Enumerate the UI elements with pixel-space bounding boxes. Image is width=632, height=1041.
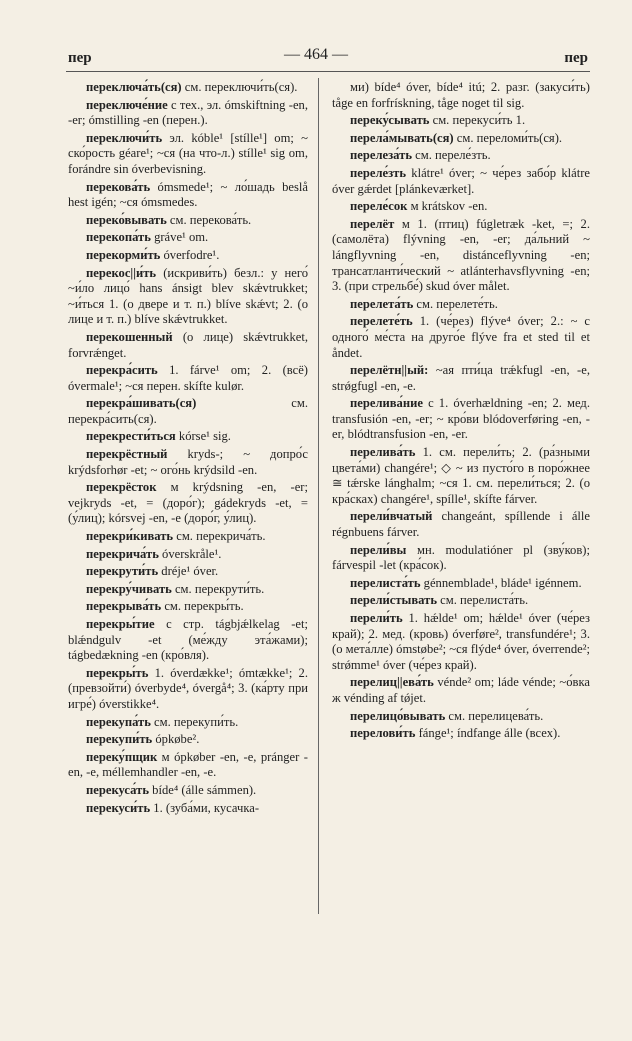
- column-divider: [318, 78, 319, 914]
- entry-definition: vénde² om; láde vénde; ~о́вка ж vénding af tǿjet.: [332, 675, 590, 705]
- entry-definition: см. перекупи́ть.: [154, 714, 239, 729]
- dictionary-entry: [68, 213, 308, 229]
- dictionary-entry: [68, 396, 308, 427]
- dictionary-entry: [68, 599, 308, 615]
- dictionary-entry: [68, 715, 308, 731]
- dictionary-entry: [68, 230, 308, 246]
- dictionary-entry: [68, 248, 308, 264]
- entry-headword: перекрути́ть: [86, 564, 159, 579]
- entry-definition: ópkøbe².: [155, 732, 200, 747]
- entry-definition: changeánt, spíllende i álle régnbuens fárver.: [332, 509, 590, 540]
- entry-headword: переключи́ть: [86, 130, 163, 145]
- entry-headword: перелицо́вывать: [350, 708, 446, 723]
- dictionary-entry: [332, 363, 590, 394]
- entry-definition: см. перекрути́ть.: [174, 581, 265, 596]
- left-column: [68, 80, 308, 818]
- entry-definition: с 1. óverhældning -en; 2. мед. transfusión -en, -er; ~ кро́ви blódoverføring -en, -er, blódtransfusion -en, -er.: [332, 396, 590, 442]
- entry-headword: перели́вы: [350, 542, 407, 557]
- left-running-headword: пер: [68, 50, 92, 66]
- entry-headword: перелива́ть: [350, 445, 416, 460]
- entry-definition: м krýdsning -en, -er; vejkryds -et, = (доро́г); gádekryds -et, = (у́лиц); kórsvej -en, -e (доро́г, у́лиц).: [68, 480, 308, 526]
- entry-definition: мн. modulatióner pl (зву́ков); fárvespil -let (кра́сок).: [332, 542, 590, 573]
- entry-definition: м 1. (птиц) fúgletræk -ket, =; 2. (самолёта) flývning -en, -er; да́льний ~ lángflyvning -en, distánceflyvning -en; трансатланти́ческий ~ atlánterhavsflyvning -en; 3. (при стрельбе́) skud óver målet.: [332, 216, 590, 294]
- entry-definition: м ópkøber -en, -e, pránger -en, -e, méllemhandler -en, -e.: [68, 749, 308, 780]
- dictionary-entry: [68, 447, 308, 478]
- entry-headword: переко́вывать: [86, 212, 167, 227]
- entry-definition: 1. (зуба́ми, кусачка-: [153, 800, 260, 815]
- entry-headword: перелётн||ый:: [350, 363, 429, 378]
- entry-headword: перекрести́ться: [86, 429, 176, 444]
- dictionary-entry: [332, 576, 590, 592]
- entry-definition: bíde⁴ (álle sámmen).: [152, 782, 257, 797]
- dictionary-entry: [332, 445, 590, 507]
- entry-definition: см. перелете́ть.: [416, 296, 498, 311]
- entry-definition: см. перекова́ть.: [169, 212, 252, 227]
- dictionary-entry: [332, 199, 590, 215]
- entry-headword: перекрёстный: [86, 447, 168, 462]
- entry-headword: перели́стывать: [350, 593, 437, 608]
- entry-headword: перекру́чивать: [86, 581, 172, 596]
- dictionary-entry: [332, 726, 590, 742]
- entry-definition: эл. kóble¹ [stílle¹] om; ~ ско́рость géare¹; ~ся (на что-л.) stílle¹ sig om, forándre sin óverbevisning.: [68, 130, 308, 176]
- entry-definition: óverfodre¹.: [163, 247, 220, 262]
- entry-headword: перелета́ть: [350, 296, 414, 311]
- entry-definition: см. перекры́ть.: [164, 599, 244, 614]
- dictionary-entry: [68, 529, 308, 545]
- entry-definition: см. перелицева́ть.: [448, 708, 544, 723]
- dictionary-entry: [68, 80, 308, 96]
- entry-definition: с тех., эл. ómskiftning -en, -er; ómstilling -en (перен.).: [68, 97, 308, 128]
- entry-headword: перекопа́ть: [86, 230, 151, 245]
- dictionary-entry: [332, 131, 590, 147]
- header-rule: [66, 71, 590, 72]
- entry-definition: см. переключи́ть(ся).: [184, 80, 298, 94]
- entry-definition: klátre¹ óver; ~ че́рез забо́р klátre óver gǽrdet [plánkeværket].: [332, 165, 590, 196]
- dictionary-entry: [68, 801, 308, 817]
- dictionary-entry: [332, 543, 590, 574]
- entry-headword: перела́мывать(ся): [350, 130, 454, 145]
- dictionary-entry: [68, 266, 308, 328]
- entry-definition: kórse¹ sig.: [178, 429, 231, 444]
- entry-headword: перекрича́ть: [86, 546, 159, 561]
- dictionary-entry: [332, 217, 590, 295]
- entry-headword: перелива́ние: [350, 396, 423, 411]
- entry-headword: перекрыва́ть: [86, 599, 162, 614]
- page-number: — 464 —: [284, 46, 348, 63]
- entry-headword: переку́пщик: [86, 749, 158, 764]
- entry-definition: см. переле́зть.: [415, 148, 491, 163]
- entry-definition: (искриви́ть) безл.: у него́ ~и́ло лицо́ hans ánsigt blev skǽvtrukket; ~и́ться 1. (о двере и т. п.) blíve skǽvt; 2. (о лице и т. п.) blíve skǽvtrukket.: [68, 265, 308, 327]
- entry-headword: перекра́сить: [86, 363, 158, 378]
- entry-definition: 1. см. перели́ть; 2. (ра́зными цвета́ми) changére¹; ◇ ~ из пусто́го в поро́жнее ≅ tǽrske lánghalm; ~ся 1. см. перели́ться; 2. (о кра́сках) changére¹, spílle¹, skífte fárver.: [332, 445, 590, 506]
- entry-headword: перекры́тие: [86, 617, 155, 631]
- entry-definition: 1. óverdække¹; ómtække¹; 2. (превзойти́) óverbyde⁴, óvergå⁴; 3. (ка́рту при игре́) óverstikke⁴.: [68, 665, 308, 711]
- entry-headword: перели́вчатый: [350, 509, 433, 524]
- dictionary-entry: [68, 180, 308, 211]
- dictionary-entry: [68, 480, 308, 527]
- entry-definition: dréje¹ óver.: [161, 564, 219, 579]
- entry-definition: óverskråle¹.: [162, 546, 222, 561]
- entry-headword: перекос||и́ть: [86, 265, 157, 280]
- entry-headword: перекуси́ть: [86, 800, 151, 815]
- entry-headword: перелови́ть: [350, 726, 416, 741]
- entry-headword: переле́зть: [350, 165, 407, 180]
- entry-headword: перекри́кивать: [86, 529, 174, 544]
- entry-headword: перекорми́ть: [86, 247, 161, 262]
- dictionary-entry: [332, 675, 590, 706]
- entry-definition: (о лице) skǽvtrukket, forvrǽnget.: [68, 329, 308, 360]
- entry-headword: переле́сок: [350, 199, 408, 214]
- dictionary-entry: [68, 547, 308, 563]
- entry-headword: перелиста́ть: [350, 575, 421, 590]
- dictionary-entry: [68, 783, 308, 799]
- dictionary-entry: [332, 314, 590, 361]
- dictionary-entry: [332, 396, 590, 443]
- entry-headword: перелете́ть: [350, 314, 413, 329]
- dictionary-entry: [332, 148, 590, 164]
- dictionary-entry: [332, 113, 590, 129]
- entry-definition: с стр. tágbjǽlkelag -et; blǽndgulv -et (ме́жду эта́жами); tágbedækning -en (кро́вля).: [68, 617, 308, 663]
- dictionary-entry: [68, 564, 308, 580]
- entry-definition: ми) bíde⁴ óver, bíde⁴ itú; 2. разг. (закуси́ть) tåge en forfrískning, tåge noget til sig.: [332, 80, 590, 110]
- entry-headword: перекова́ть: [86, 179, 151, 194]
- entry-definition: génnemblade¹, bláde¹ igénnem.: [423, 575, 582, 590]
- dictionary-entry: [332, 593, 590, 609]
- entry-headword: переключе́ние: [86, 97, 168, 112]
- dictionary-entry: [68, 617, 308, 664]
- dictionary-entry: [68, 429, 308, 445]
- entry-headword: перелеза́ть: [350, 148, 412, 163]
- right-running-headword: пер: [564, 50, 588, 66]
- entry-definition: см. переломи́ть(ся).: [456, 130, 563, 145]
- entry-headword: переключа́ть(ся): [86, 80, 182, 94]
- dictionary-entry: [332, 509, 590, 540]
- right-column: [332, 80, 590, 744]
- entry-definition: ómsmede¹; ~ ло́шадь beslå hest igén; ~ся ómsmedes.: [68, 179, 308, 210]
- entry-headword: переку́сывать: [350, 113, 430, 128]
- entry-headword: перелиц||ева́ть: [350, 675, 434, 690]
- dictionary-entry: [68, 363, 308, 394]
- entry-definition: ~ая пти́ца trǽkfugl -en, -e, strǿgfugl -en, -e.: [332, 363, 590, 393]
- dictionary-entry: [68, 750, 308, 781]
- dictionary-entry: [332, 297, 590, 313]
- entry-definition: gráve¹ om.: [154, 230, 209, 245]
- dictionary-entry: [332, 709, 590, 725]
- entry-definition: 1. fárve¹ om; 2. (всё) óvermale¹; ~ся перен. skífte kulør.: [68, 363, 309, 393]
- entry-headword: перекры́ть: [86, 665, 149, 680]
- entry-headword: перекрёсток: [86, 480, 157, 495]
- entry-headword: перекуса́ть: [86, 782, 149, 797]
- entry-headword: перекупи́ть: [86, 732, 153, 747]
- dictionary-entry: [332, 611, 590, 673]
- dictionary-entry: [68, 98, 308, 129]
- page-header: [0, 44, 632, 70]
- dictionary-entry: [68, 330, 308, 361]
- entry-definition: 1. (че́рез) flýve⁴ óver; 2.: ~ с одного́ ме́ста на друго́е flýve fra et sted til et åndet.: [332, 314, 591, 360]
- entry-headword: перекупа́ть: [86, 714, 151, 729]
- entry-definition: kryds-; ~ допро́с krýdsforhør -et; ~ ого́нь krýdsild -en.: [68, 447, 308, 477]
- entry-headword: перекра́шивать(ся): [86, 396, 197, 411]
- dictionary-entry: [68, 666, 308, 713]
- entry-definition: см. перелиста́ть.: [440, 593, 529, 608]
- entry-definition: м krátskov -en.: [410, 199, 488, 214]
- dictionary-entry: [68, 732, 308, 748]
- entry-headword: перели́ть: [350, 611, 403, 625]
- entry-headword: перелёт: [350, 216, 395, 231]
- dictionary-entry: [68, 582, 308, 598]
- entry-headword: перекошенный: [86, 329, 173, 344]
- entry-definition: см. перекрича́ть.: [176, 529, 266, 544]
- entry-definition: см. перекуси́ть 1.: [432, 113, 526, 128]
- dictionary-entry: [68, 131, 308, 178]
- entry-definition: fánge¹; índfange álle (всех).: [418, 726, 561, 741]
- dictionary-entry: [332, 80, 590, 111]
- dictionary-entry: [332, 166, 590, 197]
- entry-definition: см. перекра́сить(ся).: [68, 396, 308, 426]
- entry-definition: 1. hǽlde¹ om; hǽlde¹ óver (че́рез край); 2. мед. (кровь) óverføre², transfundére¹; 3. (о мета́лле) ómstøbe²; ~ся flýde⁴ óver, óverrende²; strǿmme¹ óver (че́рез край).: [332, 611, 590, 672]
